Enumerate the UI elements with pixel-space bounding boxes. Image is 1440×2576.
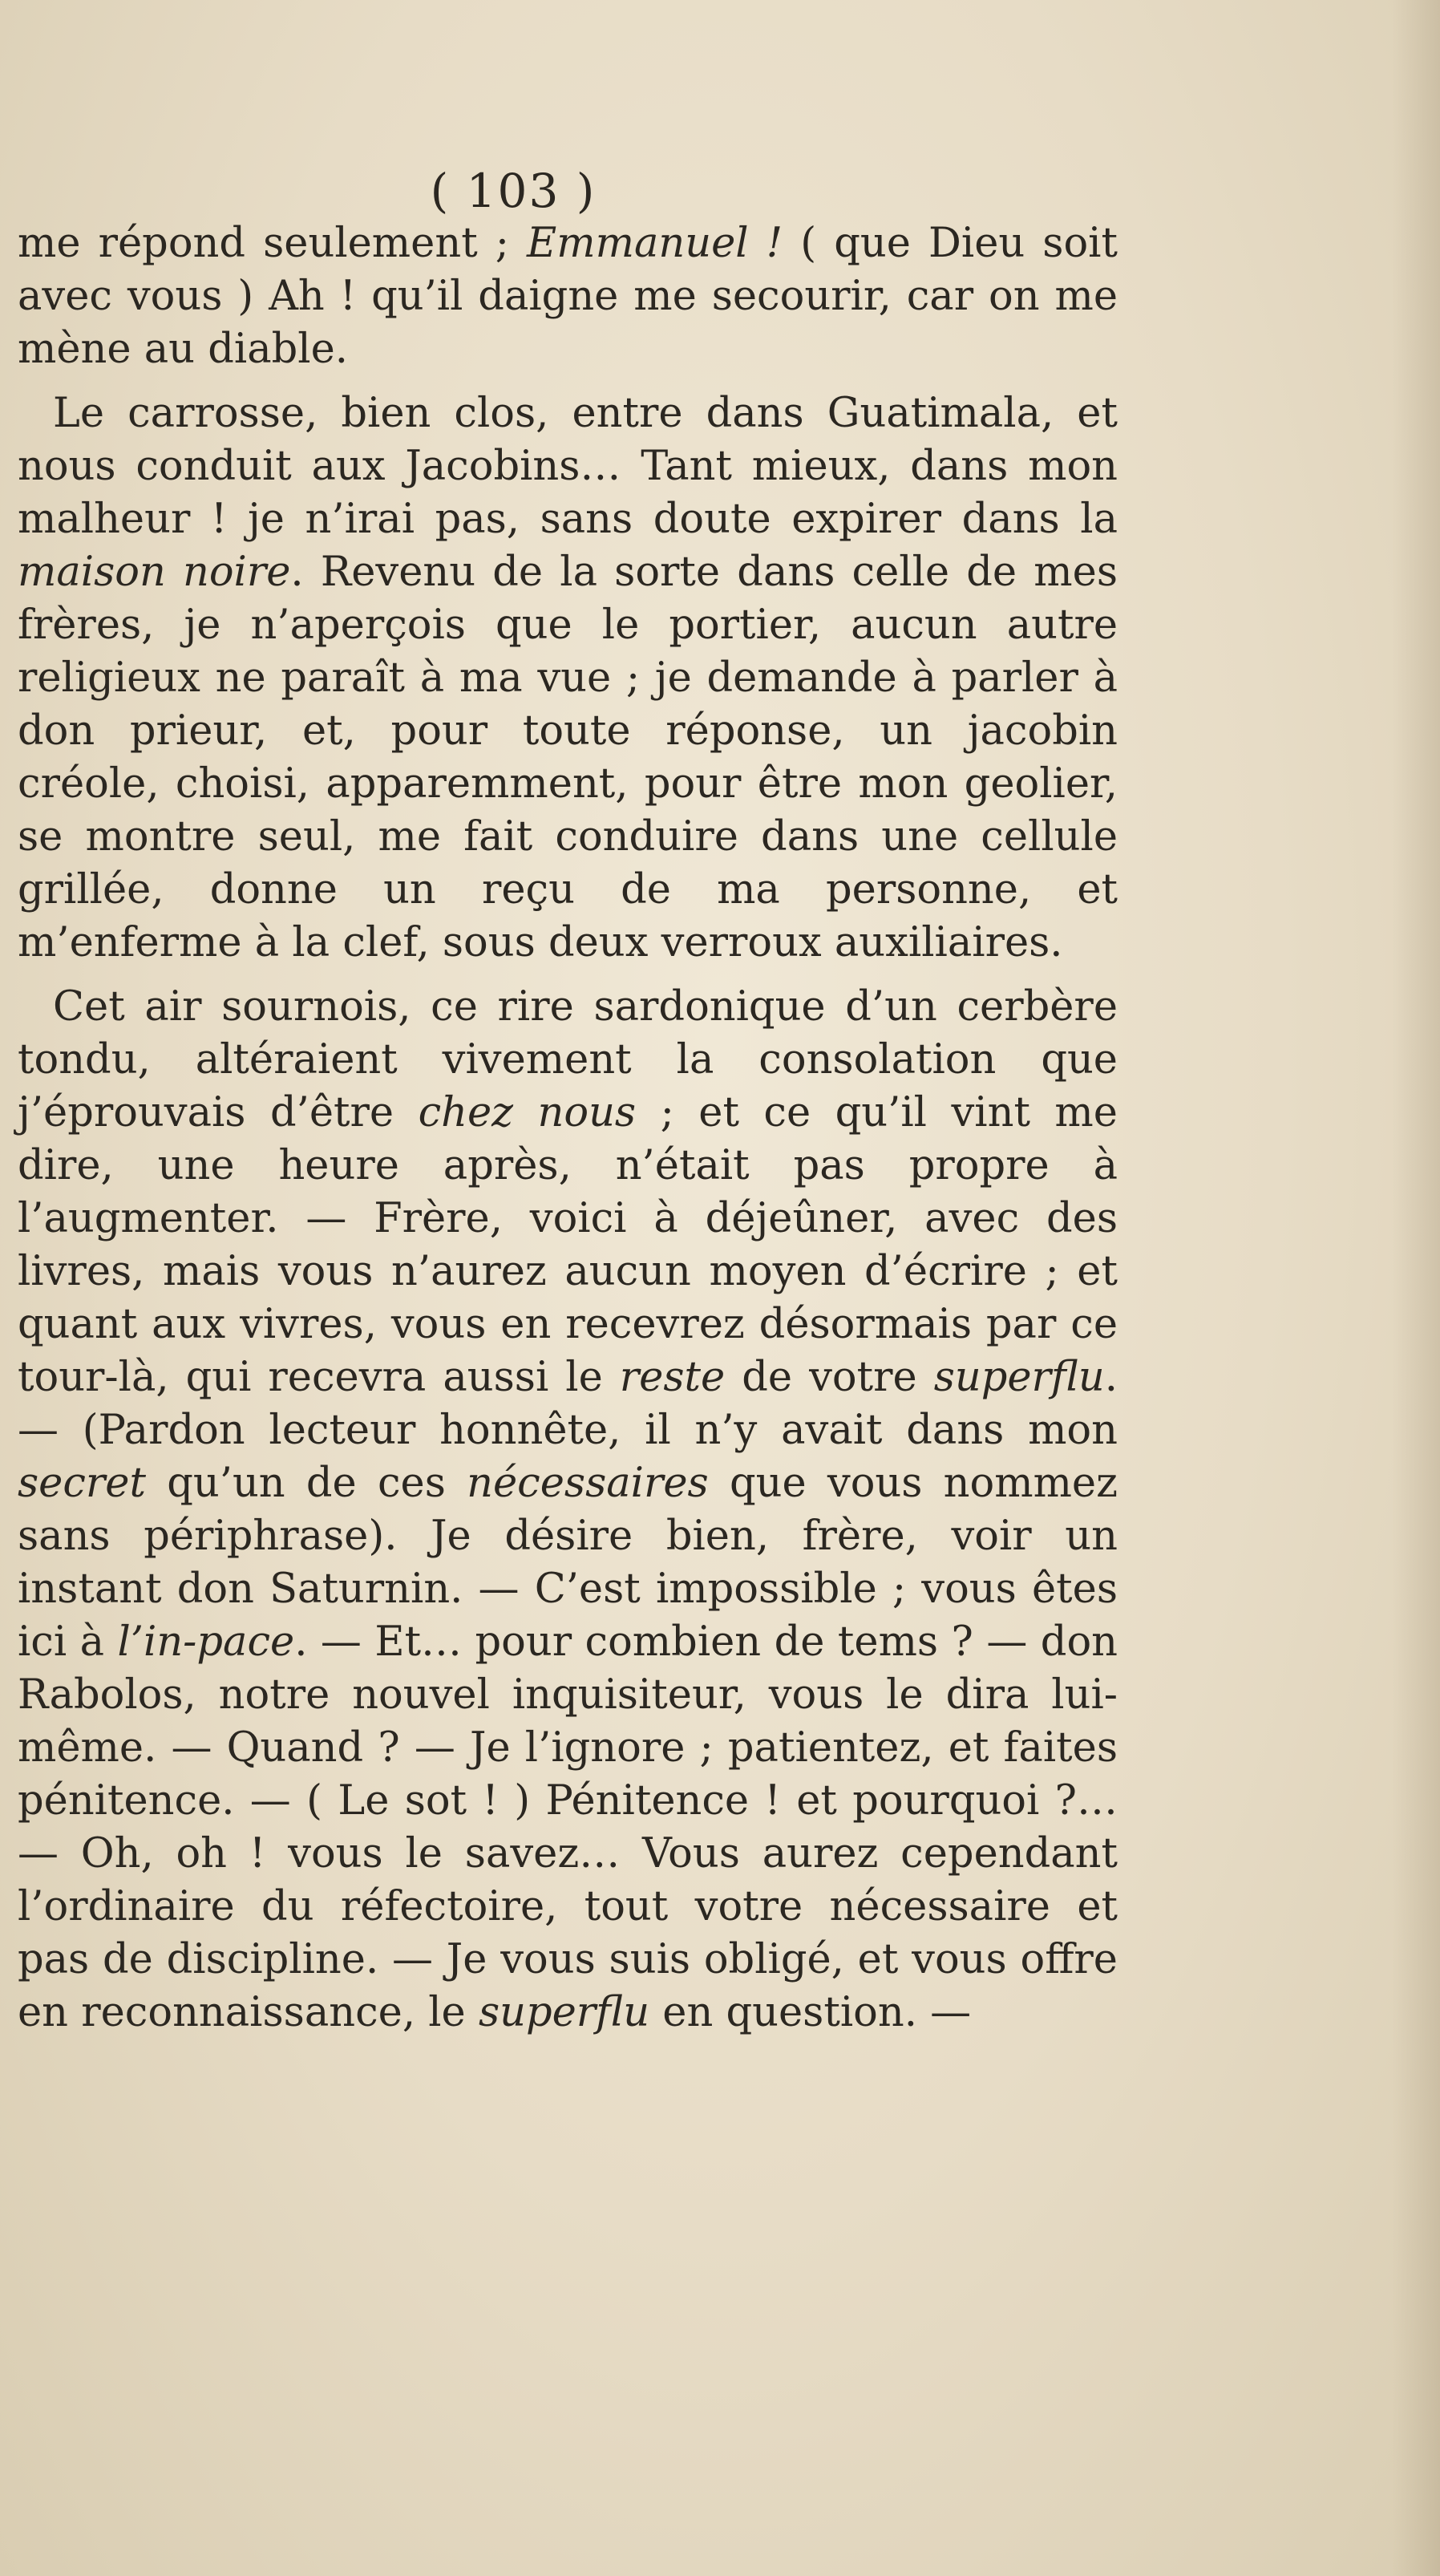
italic-segment: secret: [18, 1460, 146, 1507]
italic-segment: reste: [619, 1354, 726, 1401]
italic-segment: maison noire: [18, 549, 291, 596]
text-segment: qu’un de ces: [145, 1460, 467, 1507]
page-number-header: ( 103 ): [430, 164, 597, 218]
page-edge-shadow: [1392, 0, 1440, 2576]
italic-segment: l’in-pace: [117, 1618, 295, 1666]
paragraph-1: [18, 217, 1118, 376]
italic-segment: superflu: [933, 1354, 1105, 1401]
italic-segment: Emmanuel !: [527, 220, 783, 267]
text-segment: . — Et… pour combien de tems ? — don Rabolos, notre nouvel inquisiteur, vous le dira lui-même. — Quand ? — Je l’ignore ; patientez, et faites pénitence. — ( Le sot ! ) Pénitence ! et pourquoi ?… — Oh, oh ! vous le savez… Vous aurez cependant l’ordinaire du réfectoire, tout votre nécessaire et pas de discipline. — Je vous suis obligé, et vous offre en reconnaissance, le: [18, 1618, 1118, 2036]
text-segment: .— (Pardon lecteur honnête, il n’y avait dans mon: [18, 1354, 1118, 1454]
italic-segment: nécessaires: [467, 1460, 709, 1507]
paragraph-3: [18, 981, 1118, 2039]
italic-segment: superflu: [478, 1989, 650, 2036]
text-segment: de votre: [725, 1354, 934, 1401]
text-segment: Cet air sournois, ce rire sardonique d’un cerbère tondu, altéraient vivement la consolation que j’éprouvais d’être: [18, 983, 1118, 1136]
text-segment: me répond seulement ;: [18, 220, 528, 267]
text-segment: ( que Dieu soit avec vous ) Ah ! qu’il daigne me secourir, car on me mène au diable.: [18, 220, 1118, 373]
text-segment: en question. —: [649, 1989, 972, 2036]
text-segment: ; et ce qu’il vint me dire, une heure après, n’était pas propre à l’augmenter. — Frère, voici à déjeûner, avec des livres, mais vous n’aurez aucun moyen d’écrire ; et quant aux vivres, vous en recevrez désormais par ce tour-là, qui recevra aussi le: [18, 1089, 1118, 1401]
italic-segment: chez nous: [418, 1089, 637, 1136]
body-text: [18, 164, 1118, 2039]
text-segment: Le carrosse, bien clos, entre dans Guatimala, et nous conduit aux Jacobins… Tant mieux, dans mon malheur ! je n’irai pas, sans doute expirer dans la: [18, 390, 1118, 543]
text-segment: . Revenu de la sorte dans celle de mes frères, je n’aperçois que le portier, aucun autre religieux ne paraît à ma vue ; je demande à parler à don prieur, et, pour toute réponse, un jacobin créole, choisi, apparemment, pour être mon geolier, se montre seul, me fait conduire dans une cellule grillée, donne un reçu de ma personne, et m’enferme à la clef, sous deux verroux auxiliaires.: [18, 549, 1118, 966]
paragraph-2: [18, 387, 1118, 970]
text-segment: que vous nommez sans périphrase). Je désire bien, frère, voir un instant don Saturnin. — C’est impossible ; vous êtes ici à: [18, 1460, 1118, 1666]
